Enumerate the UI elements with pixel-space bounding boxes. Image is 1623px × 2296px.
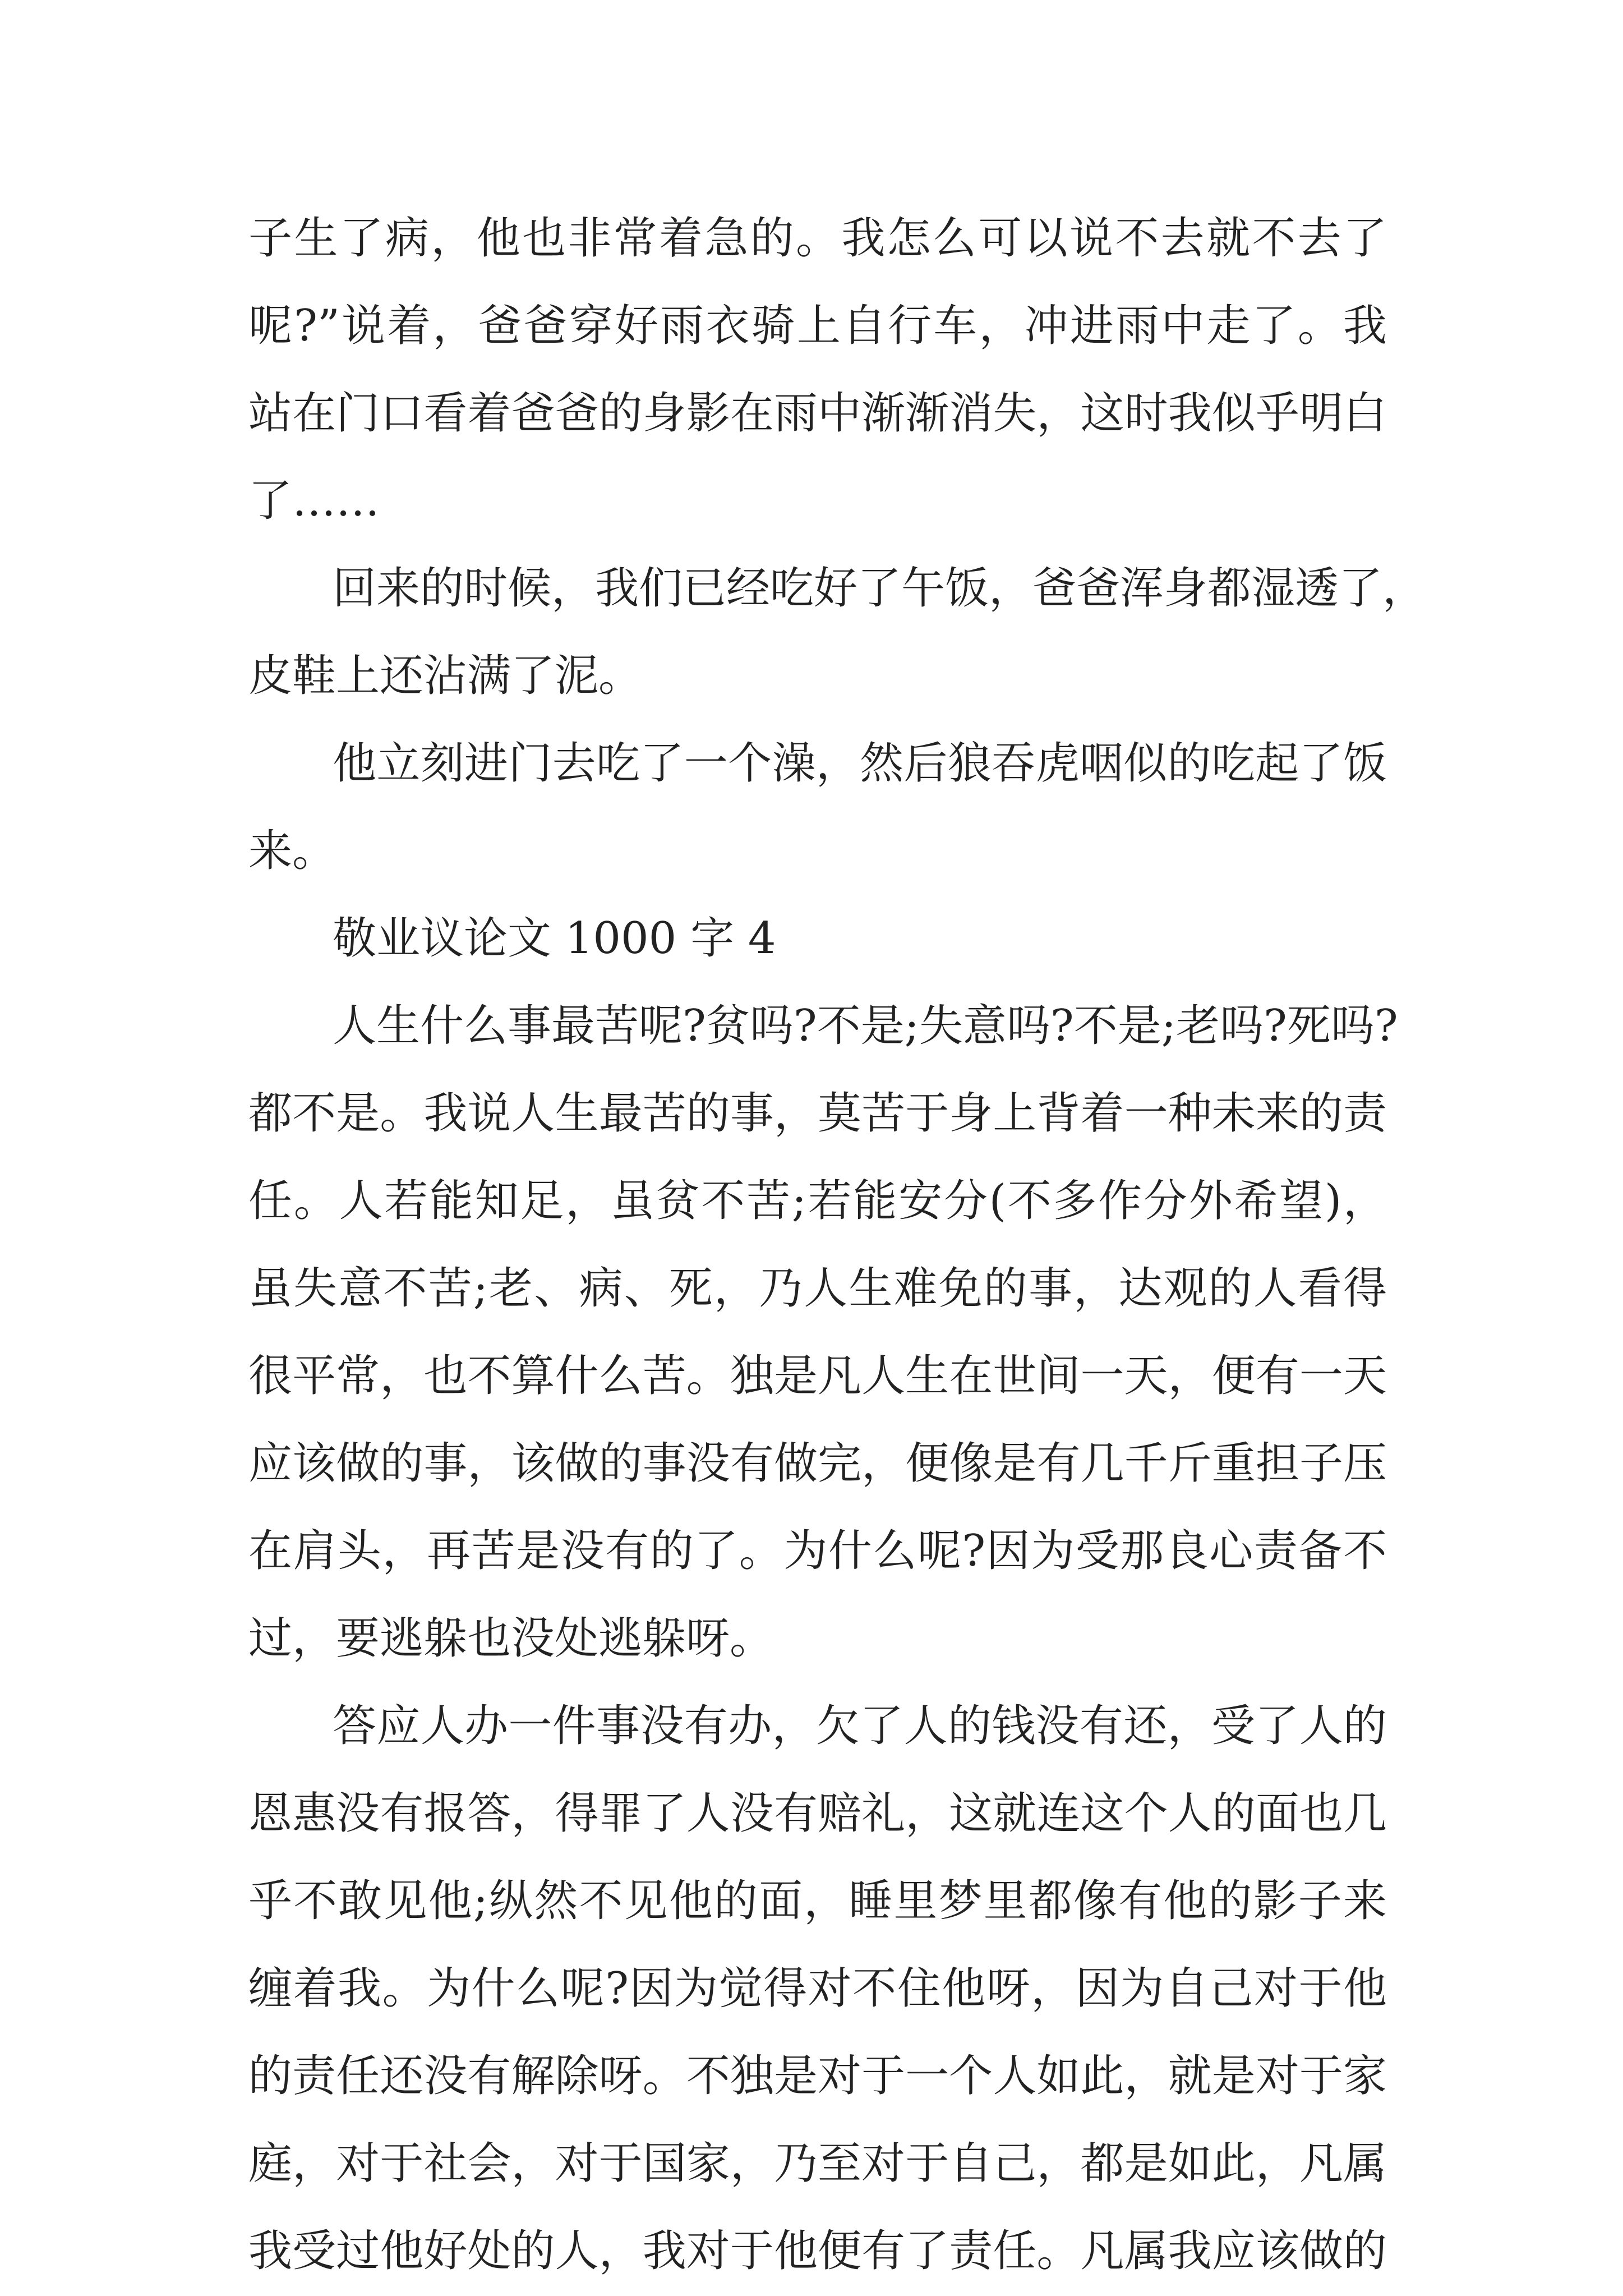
text-line: 很平常，也不算什么苦。独是凡人生在世间一天，便有一天 (248, 1351, 1387, 1401)
text-line: 都不是。我说人生最苦的事，莫苦于身上背着一种未来的责 (248, 1088, 1387, 1139)
text-line: 乎不敢见他;纵然不见他的面，睡里梦里都像有他的影子来 (248, 1876, 1387, 1926)
text-line: 站在门口看着爸爸的身影在雨中渐渐消失，这时我似乎明白 (248, 388, 1387, 439)
section-heading: 敬业议论文 1000 字 4 (333, 913, 776, 964)
text-line: 的责任还没有解除呀。不独是对于一个人如此，就是对于家 (248, 2051, 1387, 2101)
text-line: 庭，对于社会，对于国家，乃至对于自己，都是如此，凡属 (248, 2138, 1387, 2189)
text-line: 恩惠没有报答，得罪了人没有赔礼，这就连这个人的面也几 (248, 1788, 1387, 1839)
paragraph-first-line: 回来的时候，我们已经吃好了午饭，爸爸浑身都湿透了， (333, 563, 1427, 614)
paragraph-first-line: 他立刻进门去吃了一个澡，然后狼吞虎咽似的吃起了饭 (333, 738, 1387, 789)
text-line: 来。 (248, 826, 336, 876)
paragraph-first-line: 答应人办一件事没有办，欠了人的钱没有还，受了人的 (333, 1701, 1387, 1751)
text-line: 任。人若能知足，虽贫不苦;若能安分(不多作分外希望)， (248, 1176, 1387, 1226)
text-line: 呢?”说着，爸爸穿好雨衣骑上自行车，冲进雨中走了。我 (248, 301, 1387, 351)
text-line: 虽失意不苦;老、病、死，乃人生难免的事，达观的人看得 (248, 1263, 1387, 1314)
text-line: 过，要逃躲也没处逃躲呀。 (248, 1613, 774, 1664)
text-line: 皮鞋上还沾满了泥。 (248, 651, 643, 701)
text-line: 我受过他好处的人，我对于他便有了责任。凡属我应该做的 (248, 2226, 1387, 2276)
text-line: 在肩头，再苦是没有的了。为什么呢?因为受那良心责备不 (248, 1526, 1387, 1576)
text-line: 应该做的事，该做的事没有做完，便像是有几千斤重担子压 (248, 1438, 1387, 1489)
text-line: 了…… (248, 476, 380, 526)
text-line: 子生了病，他也非常着急的。我怎么可以说不去就不去了 (248, 213, 1387, 264)
paragraph-first-line: 人生什么事最苦呢?贫吗?不是;失意吗?不是;老吗?死吗? (333, 1001, 1398, 1051)
text-line: 缠着我。为什么呢?因为觉得对不住他呀，因为自己对于他 (248, 1963, 1387, 2014)
